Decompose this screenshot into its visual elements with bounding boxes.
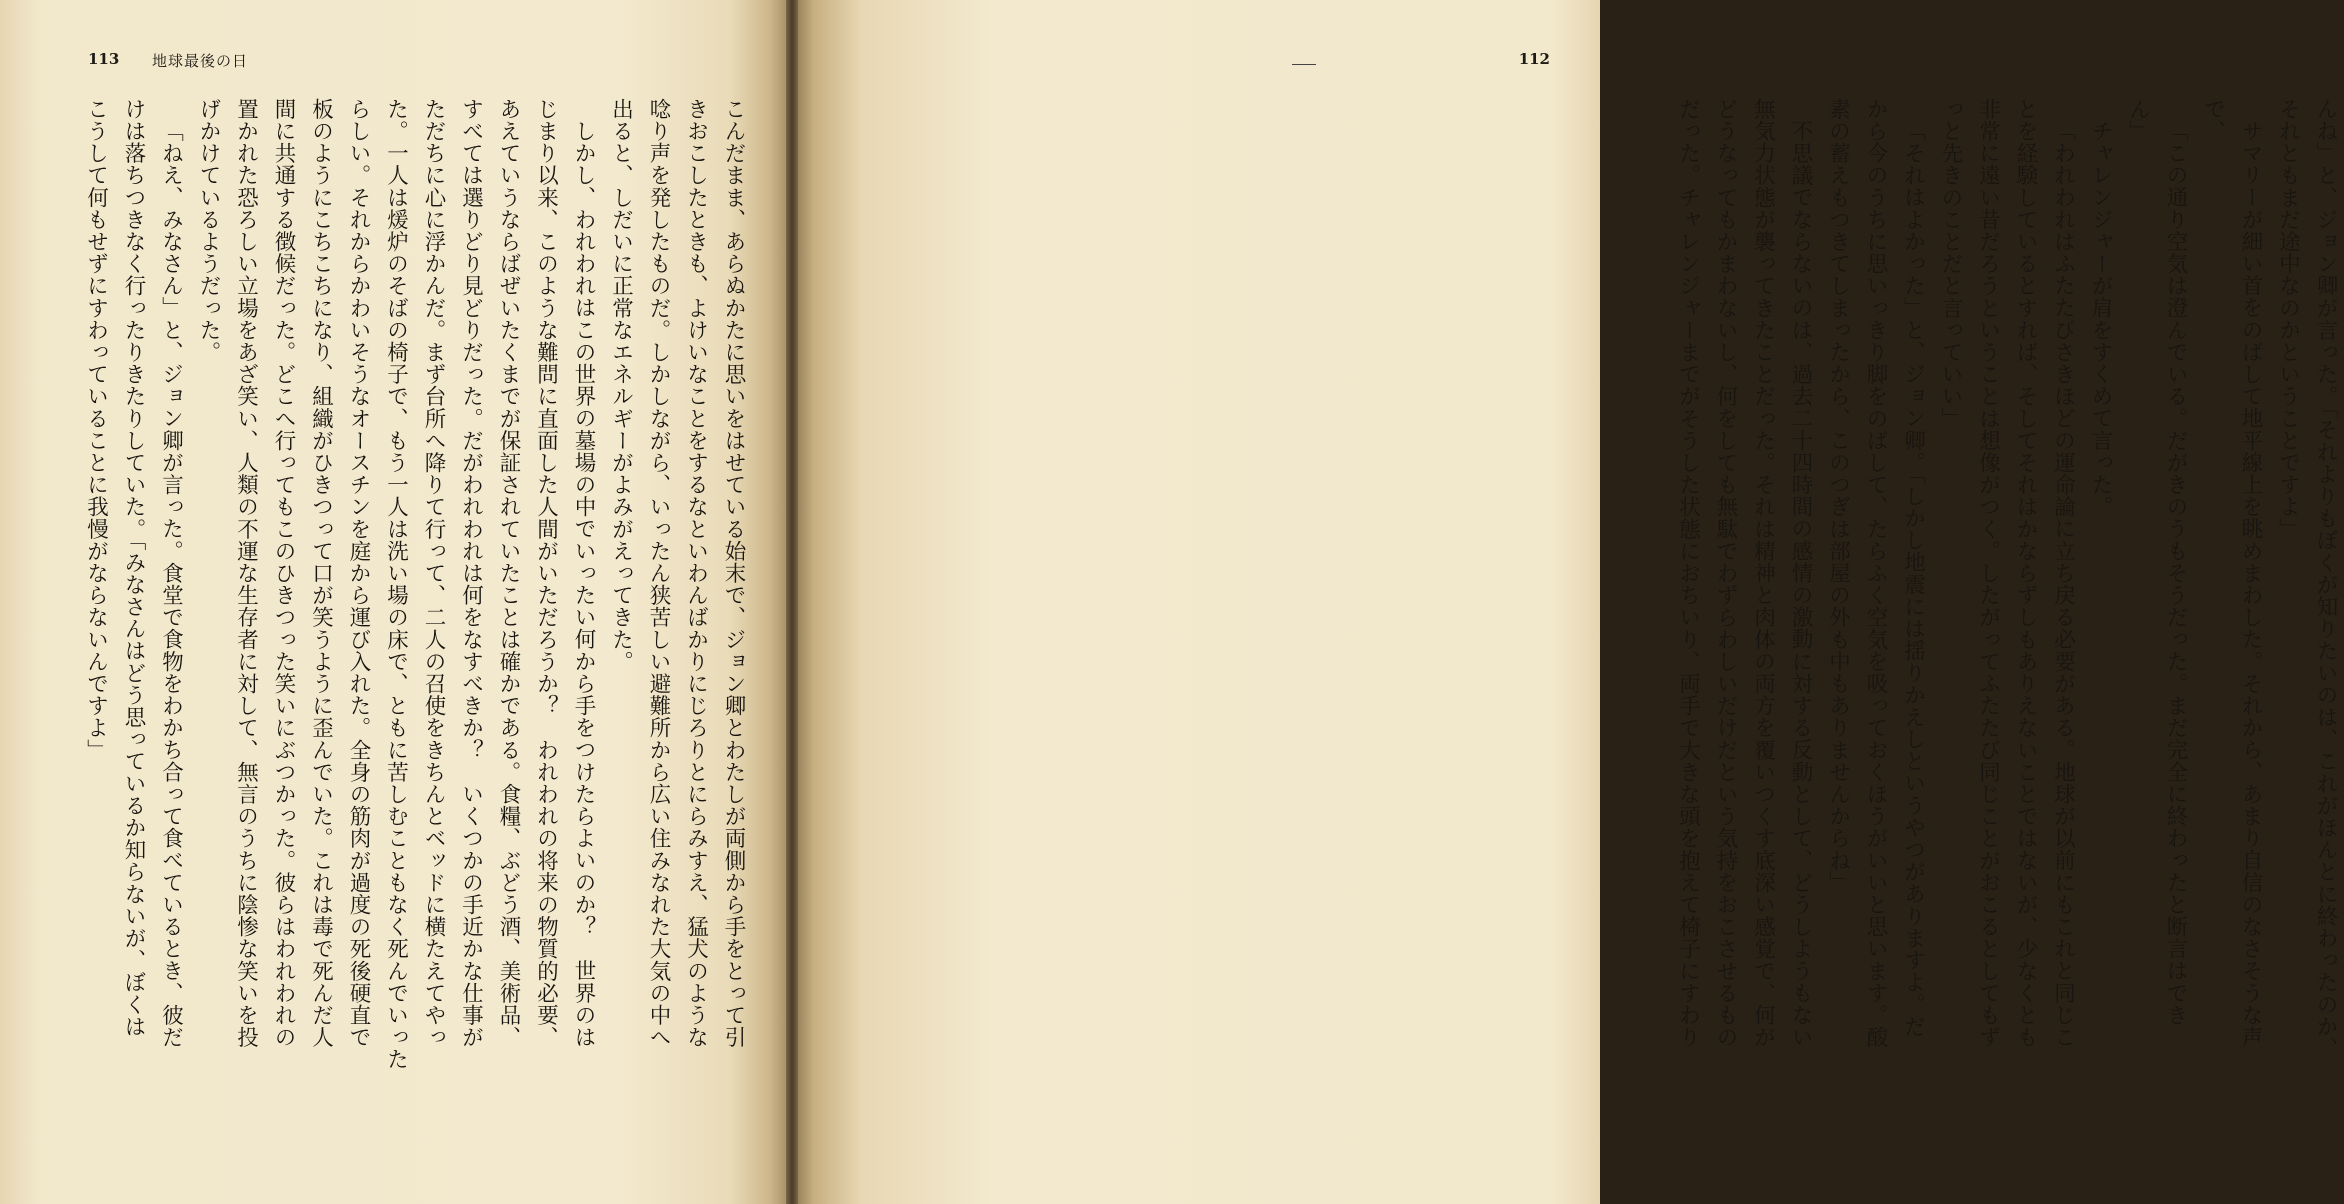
running-title: 地球最後の日 [152, 52, 249, 70]
text-line: で、 [2200, 98, 2226, 143]
text-line: 唸り声を発したものだ。しかしながら、いったん狭苦しい避難所から広い住みなれた大気の中へ [646, 98, 671, 1049]
text-line: きおこしたときも、よけいなことをするなといわんばかりにじろりとにらみすえ、猛犬のような [683, 98, 709, 1049]
right-page [792, 0, 2338, 1204]
text-line: それともまだ途中なのかということですよ」 [2275, 98, 2301, 540]
left-page-text [62, 98, 752, 1158]
left-page [0, 0, 792, 1204]
text-line: こんだまま、あらぬかたに思いをはせている始末で、ジョン卿とわたしが両側から手をとって引 [721, 98, 746, 1049]
text-line: らしい。それからかわいそうなオースチンを庭から運び入れた。全身の筋肉が過度の死後硬直で [346, 98, 371, 1049]
text-line: 無気力状態が襲ってきたことだった。それは精神と肉体の両方を覆いつくす底深い感覚で、何が [1750, 98, 1776, 1049]
right-page-text [1614, 98, 2344, 1158]
text-line: とを経験しているとすれば、そしてそれはかならずしもありえないことではないが、少なくとも [2013, 98, 2038, 1049]
text-line: しかし、われわれはこの世界の墓場の中でいったい何から手をつけたらよいのか？ 世界のは [571, 120, 596, 1049]
text-line: 非常に遠い昔だろうということは想像がつく。したがってふたたび同じことがおこるとしてもず [1975, 98, 2001, 1049]
page-number-right: 112 [1518, 50, 1550, 68]
text-line: 「この通り空気は澄んでいる。だがきのうもそうだった。まだ完全に終わったと断言はでき [2163, 120, 2188, 1027]
text-line: けは落ちつきなく行ったりきたりしていた。「みなさんはどう思っているか知らないが、ぼくは [121, 98, 146, 1038]
text-line: 板のようにこちこちになり、組織がひきつって口が笑うように歪んでいた。これは毒で死んだ人 [308, 98, 334, 1049]
text-line: チャレンジャーが肩をすくめて言った。 [2088, 120, 2113, 518]
text-line: じまり以来、このような難問に直面した人間がいただろうか？ われわれの将来の物質的必要、 [533, 98, 559, 1049]
text-line: ただちに心に浮かんだ。まず台所へ降りて行って、二人の召使をきちんとベッドに横たえてやっ [421, 98, 446, 1049]
text-line: た。一人は煖炉のそばの椅子で、もう一人は洗い場の床で、ともに苦しむこともなく死んでいった [383, 98, 409, 1071]
text-line: どうなってもかまわないし、何をしても無駄でわずらわしいだけだという気持をおこさせるもの [1713, 98, 1738, 1049]
text-line: 出ると、しだいに正常なエネルギーがよみがえってきた。 [608, 98, 634, 673]
text-line: げかけているようだった。 [196, 98, 221, 364]
page-number-left: 113 [88, 50, 120, 68]
text-line: 「ねえ、みなさん」と、ジョン卿が言った。食堂で食物をわかち合って食べているとき、彼だ [158, 120, 184, 1049]
header-rule-mark [1292, 64, 1316, 65]
text-line: 「われわれはふたたびさきほどの運命論に立ち戻る必要がある。地球が以前にもこれと同じこ [2050, 120, 2076, 1049]
text-line: から今のうちに思いっきり脚をのばして、たらふく空気を吸っておくほうがいいと思います。酸 [1863, 98, 1888, 1049]
text-line: 素の蓄えもつきてしまったから、このつぎは部屋の外も中もありませんからね」 [1825, 98, 1851, 894]
text-line: すべては選りどり見どりだった。だがわれわれは何をなすべきか？ いくつかの手近かな仕事が [458, 98, 484, 1049]
text-line: んね」と、ジョン卿が言った。「それよりもぼくが知りたいのは、これがほんとに終わったのか、 [2313, 98, 2338, 1060]
text-line: 「それはよかった」と、ジョン卿。「しかし地震には揺りかえしというやつがありますよ。だ [1900, 120, 1926, 1038]
text-line: サマリーが細い首をのばして地平線上を眺めまわした。それから、あまり自信のなさそうな声 [2238, 120, 2263, 1049]
text-line: 置かれた恐ろしい立場をあざ笑い、人類の不運な生存者に対して、無言のうちに陰惨な笑いを投 [233, 98, 259, 1049]
text-line: あえていうならばぜいたくまでが保証されていたことは確かである。食糧、ぶどう酒、美術品、 [496, 98, 521, 1049]
text-line: ん」 [2125, 98, 2151, 143]
book-gutter [786, 0, 798, 1204]
text-line: だった。チャレンジャーまでがそうした状態におちいり、両手で大きな頭を抱えて椅子にすわり [1675, 98, 1701, 1049]
text-line: 不思議でならないのは、過去二十四時間の感情の激動に対する反動として、どうしようもない [1788, 120, 1813, 1049]
text-line: 間に共通する徴候だった。どこへ行ってもこのひきつった笑いにぶつかった。彼らはわれわれの [271, 98, 296, 1049]
text-line: っと先きのことだと言っていい」 [1938, 98, 1963, 430]
text-line: こうして何もせずにすわっていることに我慢がならないんですよ」 [83, 98, 109, 761]
